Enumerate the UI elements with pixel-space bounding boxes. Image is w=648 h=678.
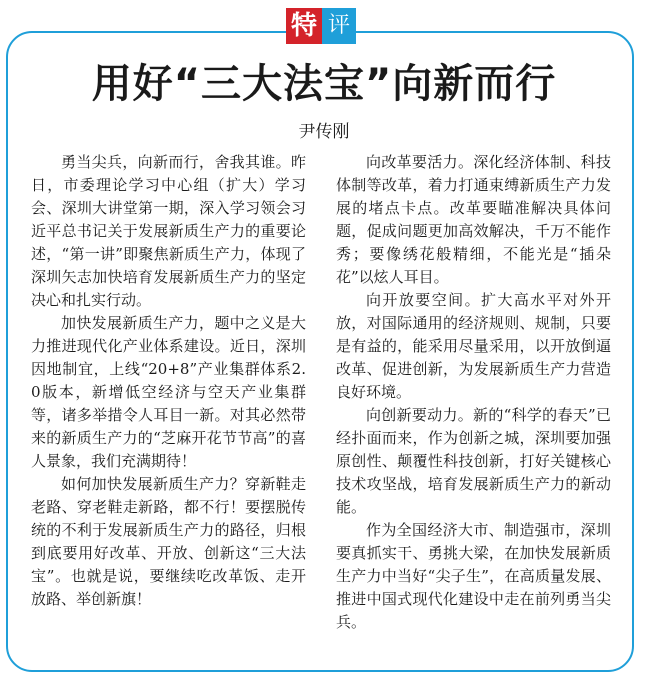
paragraph: 作为全国经济大市、制造强市，深圳要真抓实干、勇挑大梁，在加快发展新质生产力中当好“尖子生”，在高质量发展、推进中国式现代化建设中走在前列勇当尖兵。: [336, 521, 611, 631]
badge-special-char: 特: [286, 8, 322, 44]
commentary-badge: [286, 8, 356, 44]
paragraph: 如何加快发展新质生产力？穿新鞋走老路、穿老鞋走新路，都不行！要摆脱传统的不利于发展新质生产力的路径，归根到底要用好改革、开放、创新这“三大法宝”。也就是说，要继续吃改革饭、走开放路、举创新旗！: [31, 475, 306, 608]
badge-comment-char: 评: [322, 8, 356, 44]
article-byline: 尹传刚: [298, 122, 350, 142]
paragraph: 向创新要动力。新的“科学的春天”已经扑面而来，作为创新之城，深圳要加强原创性、颠覆性科技创新，打好关键核心技术攻坚战，培育发展新质生产力的新动能。: [336, 406, 611, 516]
article-headline: 用好“三大法宝”向新而行: [91, 61, 557, 107]
paragraph: 向改革要活力。深化经济体制、科技体制等改革，着力打通束缚新质生产力发展的堵点卡点。改革要瞄准解决具体问题，促成问题更加高效解决，千万不能作秀；要像绣花般精细，不能光是“插朵花”以炫人耳目。: [336, 153, 611, 286]
paragraph: 向开放要空间。扩大高水平对外开放，对国际通用的经济规则、规制，只要是有益的，能采用尽量采用，以开放倒逼改革、促进创新，为发展新质生产力营造良好环境。: [336, 291, 611, 401]
right-column: [336, 151, 611, 634]
paragraph: 勇当尖兵，向新而行，舍我其谁。昨日，市委理论学习中心组（扩大）学习会、深圳大讲堂第一期，深入学习领会习近平总书记关于发展新质生产力的重要论述，“第一讲”即聚焦新质生产力，体现了深圳矢志加快培育发展新质生产力的坚定决心和扎实行动。: [31, 153, 306, 309]
paragraph: 加快发展新质生产力，题中之义是大力推进现代化产业体系建设。近日，深圳因地制宜，上线“20+8”产业集群体系2.0版本，新增低空经济与空天产业集群等，诸多举措令人耳目一新。对其必然带来的新质生产力的“芝麻开花节节高”的喜人景象，我们充满期待！: [31, 314, 306, 470]
left-column: [31, 151, 306, 611]
